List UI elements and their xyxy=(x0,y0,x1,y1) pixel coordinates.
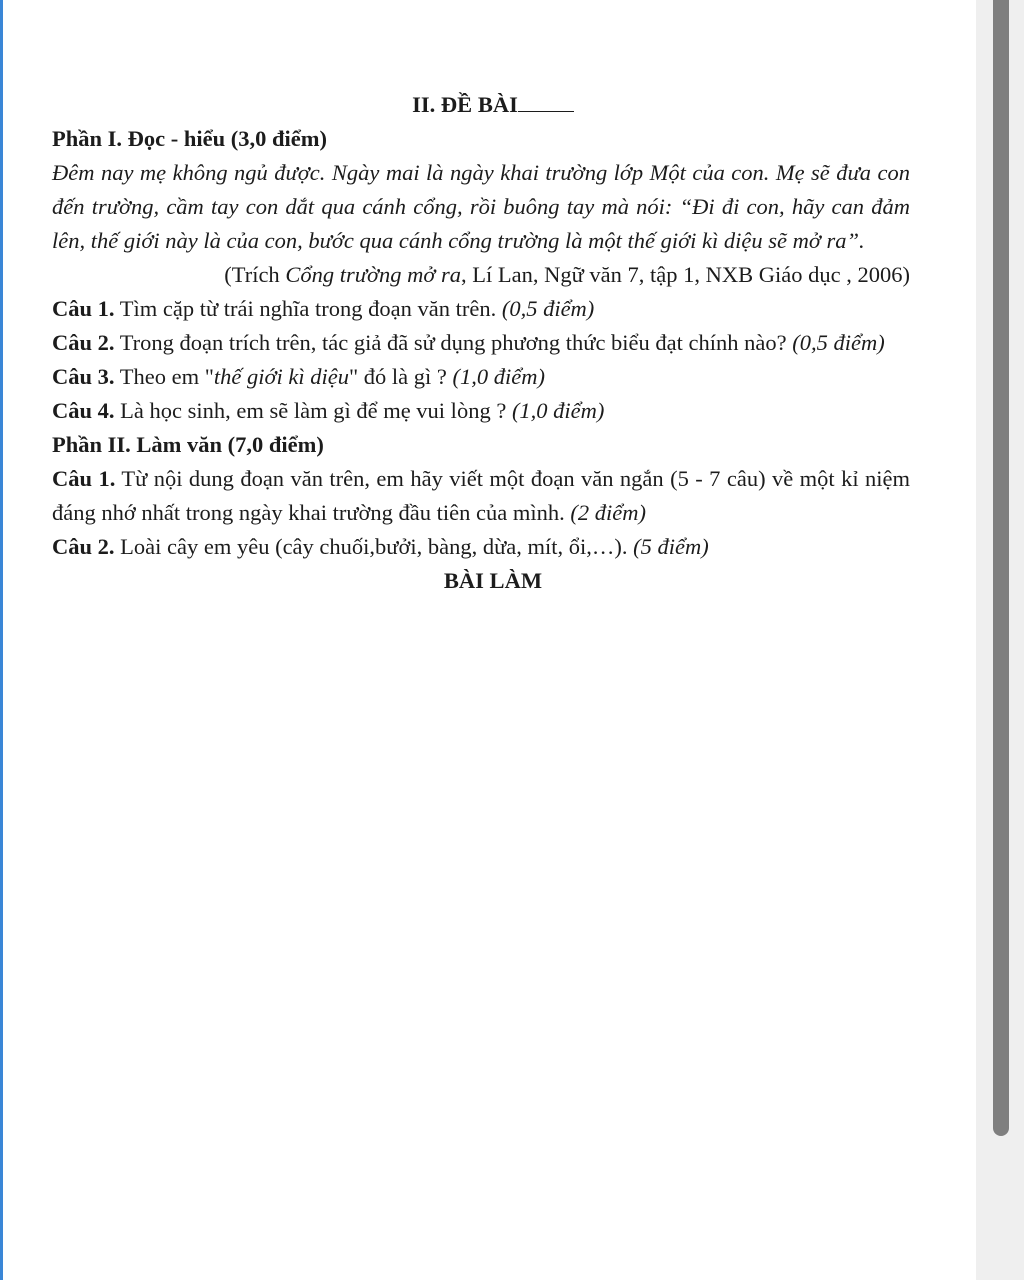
source-prefix: (Trích xyxy=(224,262,286,287)
source-suffix: , Lí Lan, Ngữ văn 7, tập 1, NXB Giáo dục , 2006) xyxy=(461,262,910,287)
part1-question-3 xyxy=(52,360,910,394)
question-label: Câu 1. xyxy=(52,466,116,491)
question-points: (0,5 điểm) xyxy=(792,330,885,355)
question-quote: thế giới kì diệu xyxy=(213,364,349,389)
question-points: (5 điểm) xyxy=(633,534,709,559)
part2-heading: Phần II. Làm văn (7,0 điểm) xyxy=(52,432,324,457)
exam-page xyxy=(52,88,910,598)
question-text: Tìm cặp từ trái nghĩa trong đoạn văn trên. xyxy=(114,296,502,321)
question-text: Theo em " xyxy=(114,364,214,389)
passage-source xyxy=(52,258,910,292)
part2-question-2 xyxy=(52,530,910,564)
exam-title xyxy=(76,88,910,122)
window-left-edge xyxy=(0,0,3,1280)
part1-question-1 xyxy=(52,292,910,326)
question-label: Câu 2. xyxy=(52,330,115,355)
question-points: (0,5 điểm) xyxy=(501,296,595,321)
question-points: (1,0 điểm) xyxy=(511,398,605,423)
part1-heading: Phần I. Đọc - hiểu (3,0 điểm) xyxy=(52,126,327,151)
scrollbar-thumb[interactable] xyxy=(993,0,1009,1136)
question-points: (1,0 điểm) xyxy=(452,364,546,389)
question-text: Là học sinh, em sẽ làm gì để mẹ vui lòng ? xyxy=(114,398,512,423)
question-label: Câu 3. xyxy=(52,364,115,389)
part1-question-2 xyxy=(52,326,910,360)
question-label: Câu 2. xyxy=(52,534,115,559)
reading-passage: Đêm nay mẹ không ngủ được. Ngày mai là ngày khai trường lớp Một của con. Mẹ sẽ đưa con đến trường, cầm tay con dắt qua cánh cổng, rồi buông tay mà nói: “Đi đi con, hãy can đảm lên, thế giới này là của con, bước qua cánh cổng trường là một thế giới kì diệu sẽ mở ra”. xyxy=(52,160,910,253)
question-text: Trong đoạn trích trên, tác giả đã sử dụng phương thức biểu đạt chính nào? xyxy=(114,330,793,355)
question-label: Câu 4. xyxy=(52,398,115,423)
exam-title-text: II. ĐỀ BÀI xyxy=(412,92,518,117)
question-text: " đó là gì ? xyxy=(349,364,453,389)
question-label: Câu 1. xyxy=(52,296,115,321)
title-underline xyxy=(518,89,574,112)
part2-question-1 xyxy=(52,462,910,530)
answer-heading: BÀI LÀM xyxy=(443,568,543,593)
source-title: Cổng trường mở ra xyxy=(285,262,461,287)
part1-question-4 xyxy=(52,394,910,428)
question-text: Loài cây em yêu (cây chuối,bưởi, bàng, dừa, mít, ổi,…). xyxy=(114,534,634,559)
question-text: Từ nội dung đoạn văn trên, em hãy viết một đoạn văn ngắn (5 - 7 câu) về một kỉ niệm đáng nhớ nhất trong ngày khai trường đầu tiên của mình. xyxy=(52,466,911,525)
question-points: (2 điểm) xyxy=(570,500,646,525)
